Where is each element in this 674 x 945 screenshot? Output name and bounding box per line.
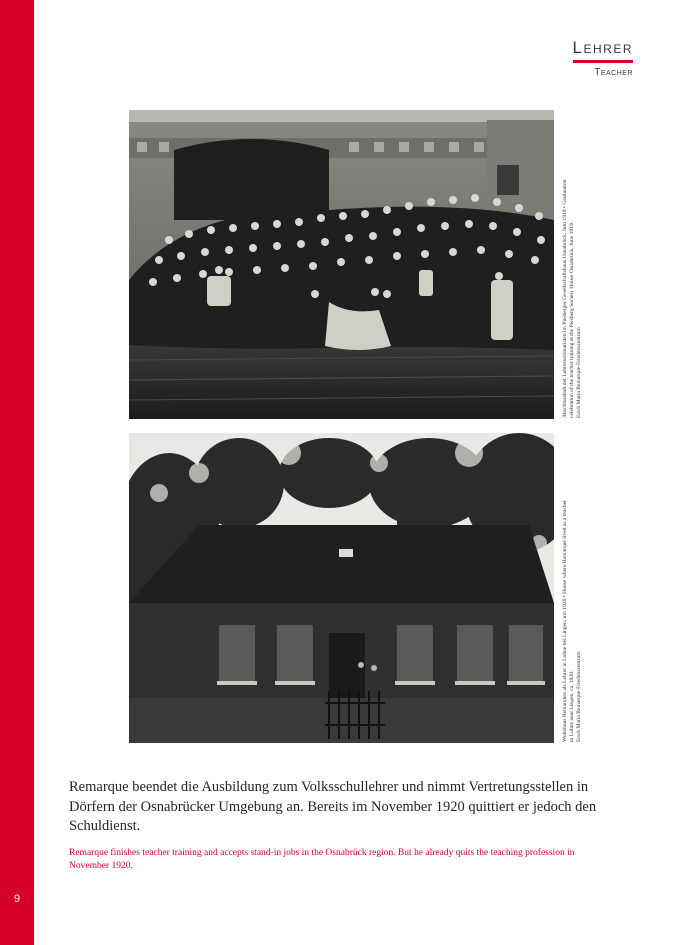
section-divider [573, 60, 633, 63]
caption-line: Abschlussball der Lehrerseminaristen im Piesberger Gesellschaftshaus Osnabrück, Juni 1919 • Graduation [562, 179, 568, 418]
section-subtitle: Teacher [594, 67, 633, 78]
page-number: 9 [13, 893, 21, 905]
red-sidebar-strip [0, 0, 34, 945]
body-text-german: Remarque beendet die Ausbildung zum Volksschullehrer und nimmt Vertretungsstellen in Dörfern der Osnabrücker Umgebung an. Bereits im November 1920 quittiert er jedoch den Schuldienst. [69, 779, 597, 834]
caption-line: celebration of the teacher training at the Piesberg Society House Osnabrück, June 1919. [569, 221, 575, 418]
caption-credit: Erich Maria Remarque-Friedenszentrum [576, 327, 582, 418]
section-header [573, 38, 633, 79]
group-photo-graduation [129, 110, 554, 419]
caption-line: Wohnhaus Remarques als Lehrer in Lohne bei Lingen, um 1920 • House where Remarque lived as a teacher [562, 500, 568, 742]
caption-credit: Erich Maria Remarque-Friedenszentrum [576, 651, 582, 742]
body-text-english: Remarque finishes teacher training and accepts stand-in jobs in the Osnabrück region. But he already quits the teaching profession in November 1920. [69, 848, 575, 871]
house-photo-lohne [129, 433, 554, 743]
section-title: Lehrer [572, 38, 633, 57]
caption-line: in Lohne near Lingen, ca. 1920. [569, 670, 575, 742]
